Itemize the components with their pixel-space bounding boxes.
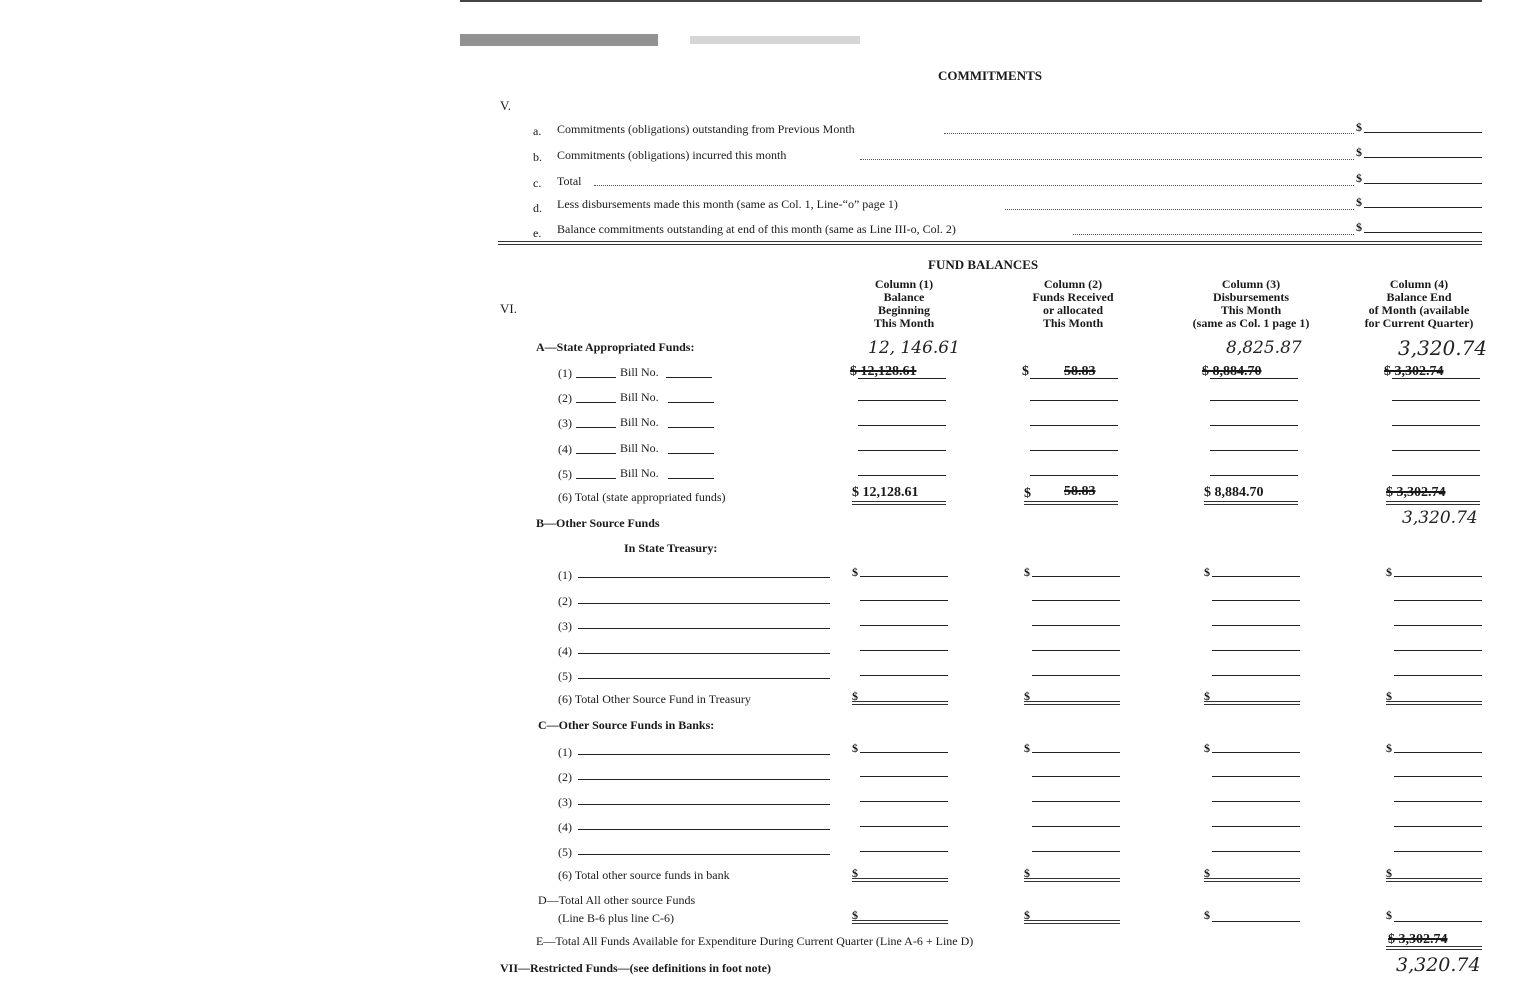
col4-line	[1392, 378, 1480, 379]
col4-line	[1392, 425, 1480, 426]
col4-line	[1392, 475, 1480, 476]
col3-line	[1212, 576, 1300, 577]
col2-double-line	[1024, 701, 1120, 705]
col4-line	[1392, 400, 1480, 401]
dollar-sign: $	[1356, 195, 1362, 209]
leader-dots	[1005, 209, 1354, 210]
description-line	[578, 829, 830, 830]
amount-line	[1364, 132, 1482, 133]
amount-line	[1364, 157, 1482, 158]
col1-line	[860, 752, 948, 753]
amount-line	[1364, 183, 1482, 184]
section-divider	[498, 241, 1482, 245]
bill-1-col2-dollar: $	[1022, 364, 1029, 379]
col3-line	[1212, 675, 1300, 676]
dollar-sign: $	[1356, 220, 1362, 234]
col2-line	[1032, 801, 1120, 802]
col4-double-line	[1386, 701, 1482, 705]
bill-1-col4-value: $ 3,302.74	[1384, 364, 1444, 379]
col2-line	[1030, 378, 1118, 379]
col4-line	[1394, 921, 1482, 922]
col1-line	[860, 576, 948, 577]
dollar-sign: $	[1386, 741, 1392, 755]
col2-line	[1032, 851, 1120, 852]
col2-line	[1032, 675, 1120, 676]
row-number: (3)	[558, 619, 572, 633]
fill-line	[668, 453, 714, 454]
section-b-heading: B—Other Source Funds	[536, 516, 660, 530]
dollar-sign: $	[1204, 741, 1210, 755]
row-number: (1)	[558, 568, 572, 582]
dollar-sign: $	[852, 741, 858, 755]
col4-line	[1394, 801, 1482, 802]
col4-line	[1392, 450, 1480, 451]
section-c-heading: C—Other Source Funds in Banks:	[538, 718, 715, 732]
fill-line	[576, 478, 616, 479]
col3-line	[1212, 600, 1300, 601]
col2-line	[1030, 425, 1118, 426]
description-line	[578, 804, 830, 805]
col3-line	[1210, 475, 1298, 476]
section-e-value: $ 3,302.74	[1388, 932, 1448, 947]
col1-double-line	[852, 701, 948, 705]
line-letter: e.	[533, 226, 542, 240]
total-col4-handwritten: 3,320.74	[1402, 508, 1478, 528]
row-number: (4)	[558, 820, 572, 834]
section-e-double-line	[1386, 946, 1482, 950]
section-b-subheading: In State Treasury:	[624, 541, 718, 555]
section-vi-label: VI.	[500, 301, 517, 316]
line-text: Commitments (obligations) incurred this month	[557, 148, 787, 162]
col3-line	[1210, 425, 1298, 426]
col4-line	[1394, 576, 1482, 577]
column-4-header: Column (4) Balance End of Month (available for Current Quarter)	[1364, 277, 1474, 330]
line-letter: a.	[533, 124, 542, 138]
dollar-sign: $	[1386, 689, 1392, 703]
description-line	[578, 603, 830, 604]
col2-line	[1032, 625, 1120, 626]
dollar-sign: $	[1024, 565, 1030, 579]
row-number: (4)	[558, 644, 572, 658]
total-label: (6) Total (state appropriated funds)	[558, 490, 726, 504]
bill-label: Bill No.	[620, 466, 659, 480]
commitments-title: COMMITMENTS	[938, 68, 1042, 83]
fill-line	[666, 377, 712, 378]
description-line	[578, 854, 830, 855]
fund-balances-title: FUND BALANCES	[928, 257, 1039, 272]
description-line	[578, 577, 830, 578]
fill-line	[668, 402, 714, 403]
col2-line	[1032, 776, 1120, 777]
col1-line	[858, 475, 946, 476]
bill-label: Bill No.	[620, 390, 659, 404]
col4-line	[1394, 650, 1482, 651]
row-number: (3)	[558, 416, 572, 430]
dollar-sign: $	[1024, 741, 1030, 755]
leader-dots	[944, 133, 1354, 134]
row-number: (5)	[558, 845, 572, 859]
col3-line	[1212, 625, 1300, 626]
fill-line	[576, 377, 616, 378]
col1-line	[860, 801, 948, 802]
dollar-sign: $	[1204, 565, 1210, 579]
col4-line	[1394, 675, 1482, 676]
col4-line	[1394, 851, 1482, 852]
col3-line	[1212, 650, 1300, 651]
fill-line	[668, 478, 714, 479]
section-d-line2: (Line B-6 plus line C-6)	[558, 911, 674, 925]
col2-line	[1032, 826, 1120, 827]
dollar-sign: $	[1356, 145, 1362, 159]
col2-line	[1030, 400, 1118, 401]
description-line	[578, 779, 830, 780]
col2-line	[1032, 752, 1120, 753]
col3-line	[1210, 378, 1298, 379]
col4-line	[1394, 625, 1482, 626]
col1-line	[858, 378, 946, 379]
dollar-sign: $	[1204, 908, 1210, 922]
line-text: Balance commitments outstanding at end of this month (same as Line III-o, Col. 2)	[557, 222, 956, 236]
row-number: (5)	[558, 467, 572, 481]
bill-1-col1-value: $ 12,128.61	[850, 364, 917, 379]
line-text: Less disbursements made this month (same as Col. 1, Line-“o” page 1)	[557, 197, 898, 211]
fill-line	[668, 427, 714, 428]
line-text: Total	[557, 174, 582, 188]
col4-line	[1394, 752, 1482, 753]
handwritten-col1: 12, 146.61	[868, 338, 960, 358]
bill-label: Bill No.	[620, 441, 659, 455]
col1-line	[860, 675, 948, 676]
row-number: (2)	[558, 594, 572, 608]
description-line	[578, 653, 830, 654]
dollar-sign: $	[1356, 171, 1362, 185]
col1-double-line	[852, 878, 948, 882]
section-d-line1: D—Total All other source Funds	[538, 893, 696, 907]
col3-double-line	[1204, 878, 1300, 882]
col1-double-line	[852, 920, 948, 924]
col1-line	[860, 851, 948, 852]
description-line	[578, 754, 830, 755]
dollar-sign: $	[852, 908, 858, 922]
dollar-sign: $	[852, 689, 858, 703]
bill-label: Bill No.	[620, 415, 659, 429]
section-a-heading: A—State Appropriated Funds:	[536, 340, 695, 354]
line-letter: c.	[533, 176, 542, 190]
col4-line	[1394, 826, 1482, 827]
total-col4-value: $ 3,302.74	[1386, 485, 1446, 500]
col2-double-line	[1024, 501, 1118, 505]
line-letter: b.	[533, 150, 542, 164]
col4-double-line	[1386, 878, 1482, 882]
col4-double-line	[1386, 501, 1480, 505]
amount-line	[1364, 232, 1482, 233]
leader-dots	[860, 159, 1354, 160]
col1-line	[858, 450, 946, 451]
dollar-sign: $	[1204, 866, 1210, 880]
description-line	[578, 678, 830, 679]
dollar-sign: $	[852, 565, 858, 579]
dollar-sign: $	[1386, 908, 1392, 922]
col3-line	[1212, 921, 1300, 922]
dollar-sign: $	[1356, 120, 1362, 134]
col2-line	[1030, 450, 1118, 451]
bill-label: Bill No.	[620, 365, 659, 379]
amount-line	[1364, 207, 1482, 208]
column-1-header: Column (1) Balance Beginning This Month	[873, 277, 935, 330]
total-col2-value: 58.83	[1064, 484, 1096, 499]
section-e-handwritten: 3,320.74	[1396, 954, 1481, 976]
row-number: (1)	[558, 366, 572, 380]
col4-line	[1394, 600, 1482, 601]
handwritten-col4: 3,320.74	[1398, 336, 1488, 360]
col1-line	[860, 776, 948, 777]
col3-line	[1212, 851, 1300, 852]
bill-1-col3-value: $ 8,884.70	[1202, 364, 1262, 379]
col2-line	[1032, 576, 1120, 577]
dollar-sign: $	[1024, 908, 1030, 922]
col1-line	[860, 650, 948, 651]
col2-double-line	[1024, 920, 1120, 924]
bill-1-col2-value: 58.83	[1064, 364, 1096, 379]
total-col2-dollar: $	[1024, 486, 1031, 501]
line-letter: d.	[533, 201, 542, 215]
col1-line	[860, 826, 948, 827]
row-number: (4)	[558, 442, 572, 456]
total-label: (6) Total Other Source Fund in Treasury	[558, 692, 751, 706]
col3-line	[1210, 400, 1298, 401]
fill-line	[576, 402, 616, 403]
row-number: (3)	[558, 795, 572, 809]
col1-line	[858, 400, 946, 401]
restricted-funds-label: VII—Restricted Funds—(see definitions in foot note)	[500, 961, 771, 975]
description-line	[578, 628, 830, 629]
col3-line	[1210, 450, 1298, 451]
column-3-header: Column (3) Disbursements This Month (same as Col. 1 page 1)	[1192, 277, 1310, 330]
col2-line	[1032, 650, 1120, 651]
leader-dots	[594, 185, 1354, 186]
handwritten-col3: 8,825.87	[1226, 338, 1302, 358]
row-number: (2)	[558, 770, 572, 784]
total-col3-value: $ 8,884.70	[1204, 485, 1264, 500]
row-number: (2)	[558, 391, 572, 405]
top-edge-line	[460, 0, 1482, 2]
col3-double-line	[1204, 501, 1298, 505]
total-label: (6) Total other source funds in bank	[558, 868, 730, 882]
row-number: (5)	[558, 669, 572, 683]
col3-line	[1212, 752, 1300, 753]
col1-line	[860, 600, 948, 601]
col2-line	[1032, 600, 1120, 601]
dollar-sign: $	[1024, 866, 1030, 880]
fill-line	[576, 427, 616, 428]
col3-line	[1212, 801, 1300, 802]
fill-line	[576, 453, 616, 454]
section-v-label: V.	[500, 98, 511, 113]
col2-line	[1030, 475, 1118, 476]
col1-line	[860, 625, 948, 626]
dollar-sign: $	[1024, 689, 1030, 703]
col3-double-line	[1204, 701, 1300, 705]
col1-line	[858, 425, 946, 426]
col3-line	[1212, 826, 1300, 827]
dollar-sign: $	[1204, 689, 1210, 703]
col4-line	[1394, 776, 1482, 777]
line-text: Commitments (obligations) outstanding from Previous Month	[557, 122, 855, 136]
column-2-header: Column (2) Funds Received or allocated This Month	[1032, 277, 1114, 330]
section-e-text: E—Total All Funds Available for Expenditure During Current Quarter (Line A-6 + Line D)	[536, 934, 974, 948]
dollar-sign: $	[1386, 565, 1392, 579]
leader-dots	[1073, 234, 1354, 235]
col3-line	[1212, 776, 1300, 777]
total-col1-value: $ 12,128.61	[852, 485, 919, 500]
row-number: (1)	[558, 745, 572, 759]
scan-smudge	[460, 34, 658, 46]
scan-smudge	[690, 36, 860, 44]
dollar-sign: $	[852, 866, 858, 880]
col1-double-line	[852, 501, 946, 505]
dollar-sign: $	[1386, 866, 1392, 880]
col2-double-line	[1024, 878, 1120, 882]
